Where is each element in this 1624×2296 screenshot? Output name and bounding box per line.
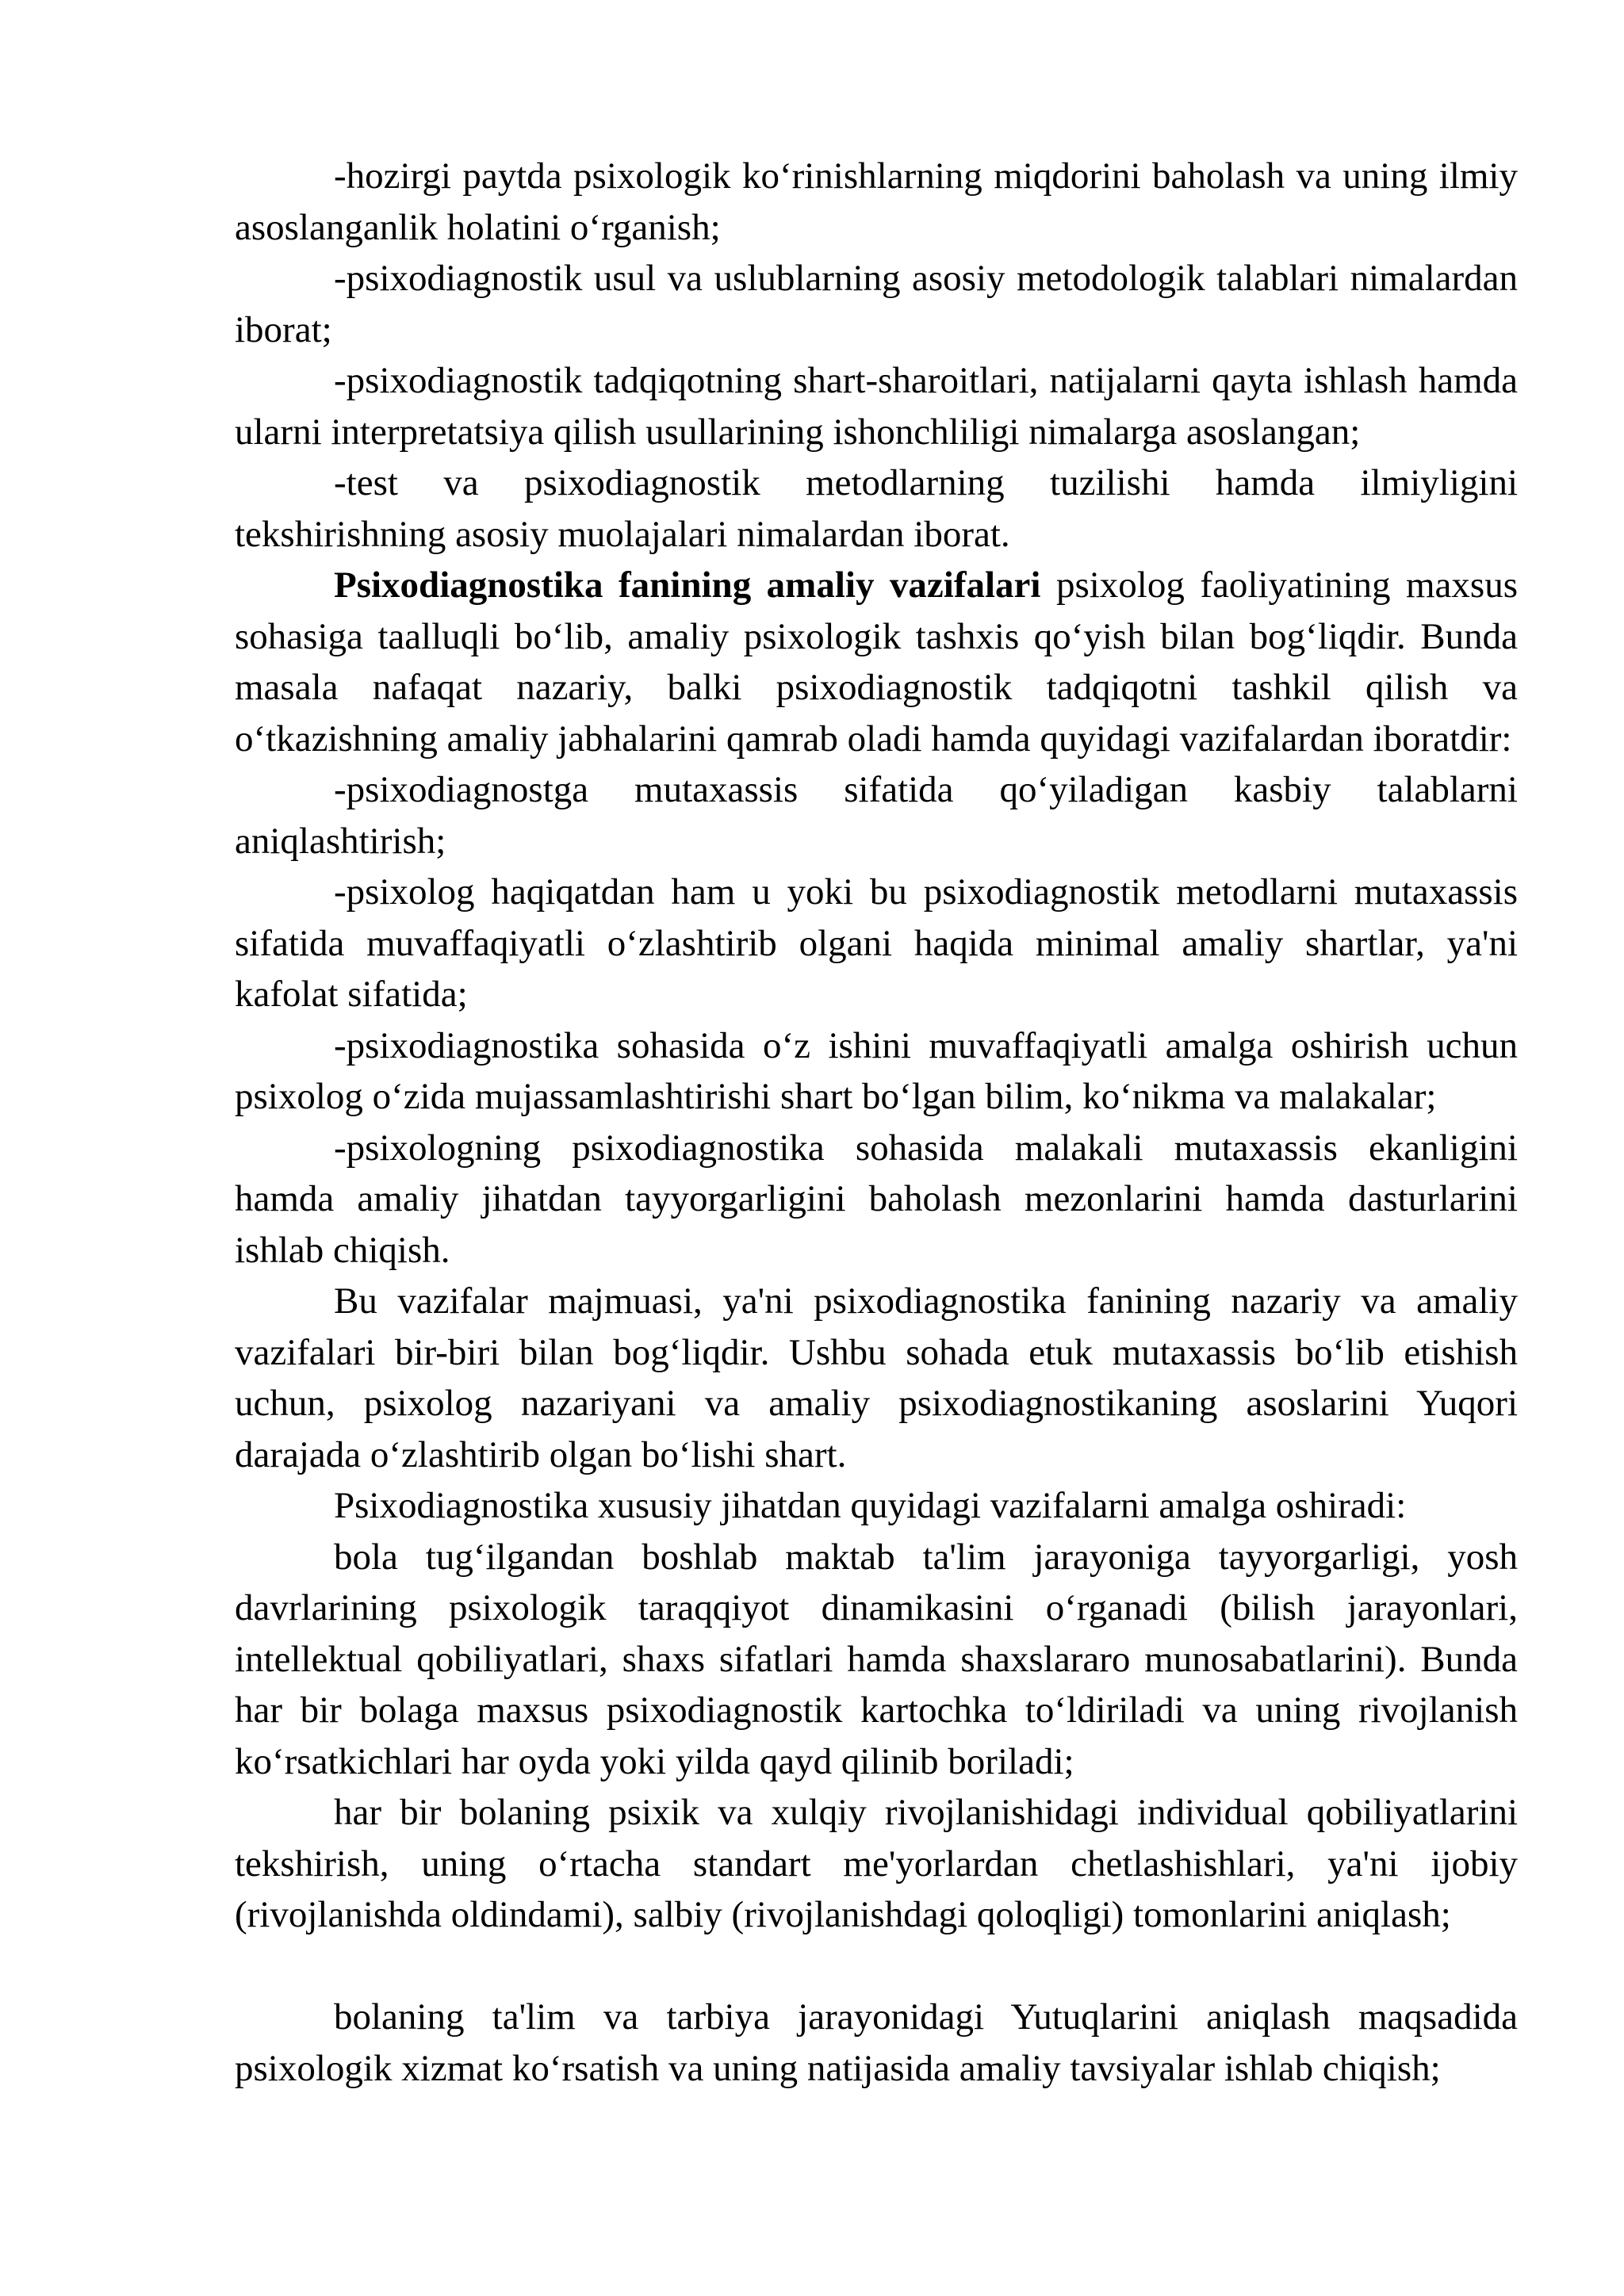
- paragraph-1: -hozirgi paytda psixologik ko‘rinishlarning miqdorini baholash va uning ilmiy asoslanganlik holatini o‘rganish;: [235, 155, 1518, 248]
- paragraph-3: -psixodiagnostik tadqiqotning shart-sharoitlari, natijalarni qayta ishlash hamda ularni interpretatsiya qilish usullarining ishonchliligi nimalarga asoslangan;: [235, 360, 1518, 453]
- blank-line: [235, 1941, 1518, 1992]
- paragraph-10: Bu vazifalar majmuasi, ya'ni psixodiagnostika fanining nazariy va amaliy vazifalari bir-biri bilan bog‘liqdir. Ushbu sohada etuk mutaxassis bo‘lib etishish uchun, psixolog nazariyani va amaliy psixodiagnostikaning asoslarini Yuqori darajada o‘zlashtirib olgan bo‘lishi shart.: [235, 1280, 1518, 1475]
- paragraph-5: [235, 560, 1518, 764]
- paragraph-2: -psixodiagnostik usul va uslublarning asosiy metodologik talablari nimalardan iborat;: [235, 258, 1518, 350]
- paragraph-14: bolaning ta'lim va tarbiya jarayonidagi Yutuqlarini aniqlash maqsadida psixologik xizmat ko‘rsatish va uning natijasida amaliy tavsiyalar ishlab chiqish;: [235, 1996, 1518, 2089]
- bold-heading: Psixodiagnostika fanining amaliy vazifalari: [334, 564, 1041, 606]
- paragraph-4: -test va psixodiagnostik metodlarning tuzilishi hamda ilmiyligini tekshirishning asosiy muolajalari nimalardan iborat.: [235, 462, 1518, 555]
- paragraph-13: har bir bolaning psixik va xulqiy rivojlanishidagi individual qobiliyatlarini tekshirish, uning o‘rtacha standart me'yorlardan chetlashishlari, ya'ni ijobiy (rivojlanishda oldindami), salbiy (rivojlanishdagi qoloqligi) tomonlarini aniqlash;: [235, 1792, 1518, 1935]
- paragraph-11: Psixodiagnostika xususiy jihatdan quyidagi vazifalarni amalga oshiradi:: [334, 1485, 1407, 1526]
- paragraph-12: bola tug‘ilgandan boshlab maktab ta'lim jarayoniga tayyorgarligi, yosh davrlarining psixologik taraqqiyot dinamikasini o‘rganadi (bilish jarayonlari, intellektual qobiliyatlari, shaxs sifatlari hamda shaxslararo munosabatlarini). Bunda har bir bolaga maxsus psixodiagnostik kartochka to‘ldiriladi va uning rivojlanish ko‘rsatkichlari har oyda yoki yilda qayd qilinib boriladi;: [235, 1536, 1518, 1782]
- document-page: [235, 151, 1518, 2094]
- paragraph-9: -psixologning psixodiagnostika sohasida malakali mutaxassis ekanligini hamda amaliy jihatdan tayyorgarligini baholash mezonlarini hamda dasturlarini ishlab chiqish.: [235, 1127, 1518, 1271]
- paragraph-6: -psixodiagnostga mutaxassis sifatida qo‘yiladigan kasbiy talablarni aniqlashtirish;: [235, 769, 1518, 862]
- paragraph-7: -psixolog haqiqatdan ham u yoki bu psixodiagnostik metodlarni mutaxassis sifatida muvaffaqiyatli o‘zlashtirib olgani haqida minimal amaliy shartlar, ya'ni kafolat sifatida;: [235, 871, 1518, 1015]
- paragraph-5-text: psixolog faoliyatining maxsus sohasiga taalluqli bo‘lib, amaliy psixologik tashxis qo‘yish bilan bog‘liqdir. Bunda masala nafaqat nazariy, balki psixodiagnostik tadqiqotni tashkil qilish va o‘tkazishning amaliy jabhalarini qamrab oladi hamda quyidagi vazifalardan iboratdir:: [235, 564, 1518, 760]
- paragraph-8: -psixodiagnostika sohasida o‘z ishini muvaffaqiyatli amalga oshirish uchun psixolog o‘zida mujassamlashtirishi shart bo‘lgan bilim, ko‘nikma va malakalar;: [235, 1024, 1518, 1117]
